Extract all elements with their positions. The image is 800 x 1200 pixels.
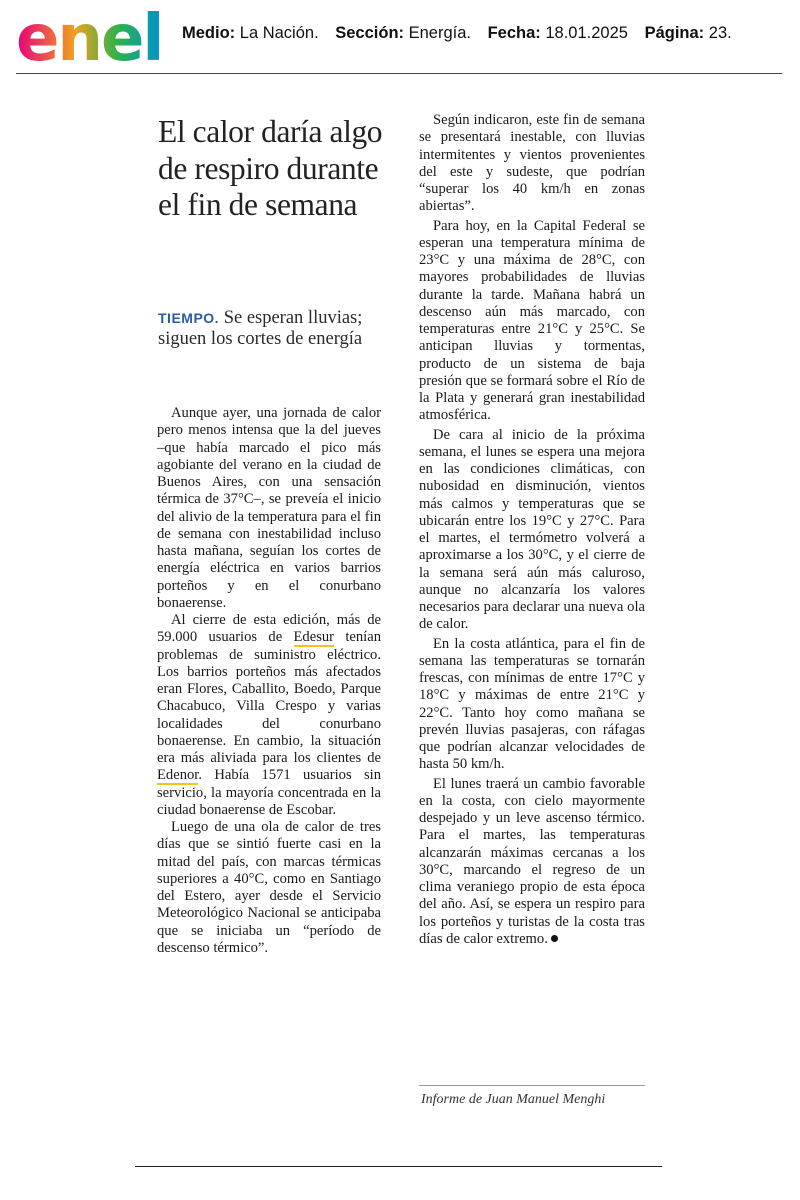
fecha-value: 18.01.2025 <box>545 24 628 42</box>
clipping-header <box>0 0 800 76</box>
paragraph: En la costa atlántica, para el fin de semana las temperaturas se tornarán frescas, con mínimas de entre 17°C y 18°C y máximas de entre 21°C y 22°C. Tanto hoy como mañana se prevén lluvias pasajeras, con ráfagas que podrían alcanzar velocidades de hasta 50 km/h. <box>419 635 645 773</box>
paragraph: Luego de una ola de calor de tres días que se sintió fuerte casi en la mitad del país, con marcas térmicas superiores a 40°C, como en Santiago del Estero, ayer desde el Servicio Meteorológico Nacional se anticipaba que se iniciaba un “período de descenso térmico”. <box>157 819 381 956</box>
pagina-label: Página: <box>644 24 705 42</box>
article-column-left <box>157 405 381 957</box>
subhead-text: Se esperan lluvias; siguen los cortes de energía <box>158 308 363 349</box>
end-mark-icon <box>551 935 558 942</box>
article-subhead <box>158 308 398 350</box>
medio-value: La Nación. <box>239 24 319 42</box>
seccion-value: Energía. <box>408 24 471 42</box>
medio-label: Medio: <box>182 24 236 42</box>
clipping-metadata <box>182 24 792 43</box>
article-headline: El calor daría algo de respiro durante el fin de semana <box>158 114 383 222</box>
paragraph: Según indicaron, este fin de semana se presentará inestable, con lluvias intermitentes y vientos provenientes del este y sudeste, que podrían “superar los 40 km/h en zonas abiertas”. <box>419 112 645 215</box>
paragraph: Al cierre de esta edición, más de 59.000 usuarios de Edesur tenían problemas de suministro eléctrico. Los barrios porteños más afectados eran Flores, Caballito, Boedo, Parque Chacabuco, Villa Crespo y varias localidades del conurbano bonaerense. En cambio, la situación era más aliviada para los clientes de Edenor. Había 1571 usuarios sin servicio, la mayoría concentrada en la ciudad bonaerense de Escobar. <box>157 612 382 818</box>
footer-divider <box>135 1166 662 1167</box>
section-kicker: TIEMPO. <box>158 310 220 326</box>
seccion-label: Sección: <box>335 24 405 42</box>
article-credit: Informe de Juan Manuel Menghi <box>421 1092 606 1107</box>
svg-text:enel: enel <box>16 6 163 66</box>
pagina-value: 23. <box>708 24 732 42</box>
paragraph: Aunque ayer, una jornada de calor pero menos intensa que la del jueves –que había marcado el pico más agobiante del verano en la ciudad de Buenos Aires, con una sensación térmica de 37°C–, se preveía el inicio del alivio de la temperatura para el fin de semana con inestabilidad incluso hasta mañana, seguían los cortes de energía eléctrica en varios barrios porteños y en el conurbano bonaerense. <box>157 405 381 611</box>
article-column-right <box>419 112 645 950</box>
header-divider <box>16 73 782 74</box>
edenor-highlight: Edenor <box>157 767 199 784</box>
paragraph: De cara al inicio de la próxima semana, el lunes se espera una mejora en las condiciones climáticas, con nubosidad en disminución, vientos más calmos y temperaturas que se ubicarán entre los 19°C y 27°C. Para el martes, el termómetro volverá a aproximarse a los 30°C, y el cierre de la semana será aún más caluroso, aunque no alcanzaría los valores necesarios para declarar una nueva ola de calor. <box>419 426 645 633</box>
paragraph: Para hoy, en la Capital Federal se esperan una temperatura mínima de 23°C y una máxima de 28°C, con mayores probabilidades de lluvias durante la tarde. Mañana habrá un descenso aún más marcado, con temperaturas entre 21°C y 25°C. Se anticipan lluvias y tormentas, producto de un sistema de baja presión que se formará sobre el Río de la Plata y generará gran inestabilidad atmosférica. <box>419 217 645 424</box>
credit-divider <box>419 1085 645 1086</box>
fecha-label: Fecha: <box>487 24 541 42</box>
enel-logo <box>16 6 172 66</box>
edesur-highlight: Edesur <box>293 629 335 646</box>
paragraph: El lunes traerá un cambio favorable en la costa, con cielo mayormente despejado y un leve ascenso térmico. Para el martes, las temperaturas alcanzarán máximas cercanas a los 30°C, marcando el regreso de un clima veraniego propio de esta época del año. Así, se espera un respiro para los porteños y turistas de la costa tras días de calor extremo. <box>419 775 645 947</box>
